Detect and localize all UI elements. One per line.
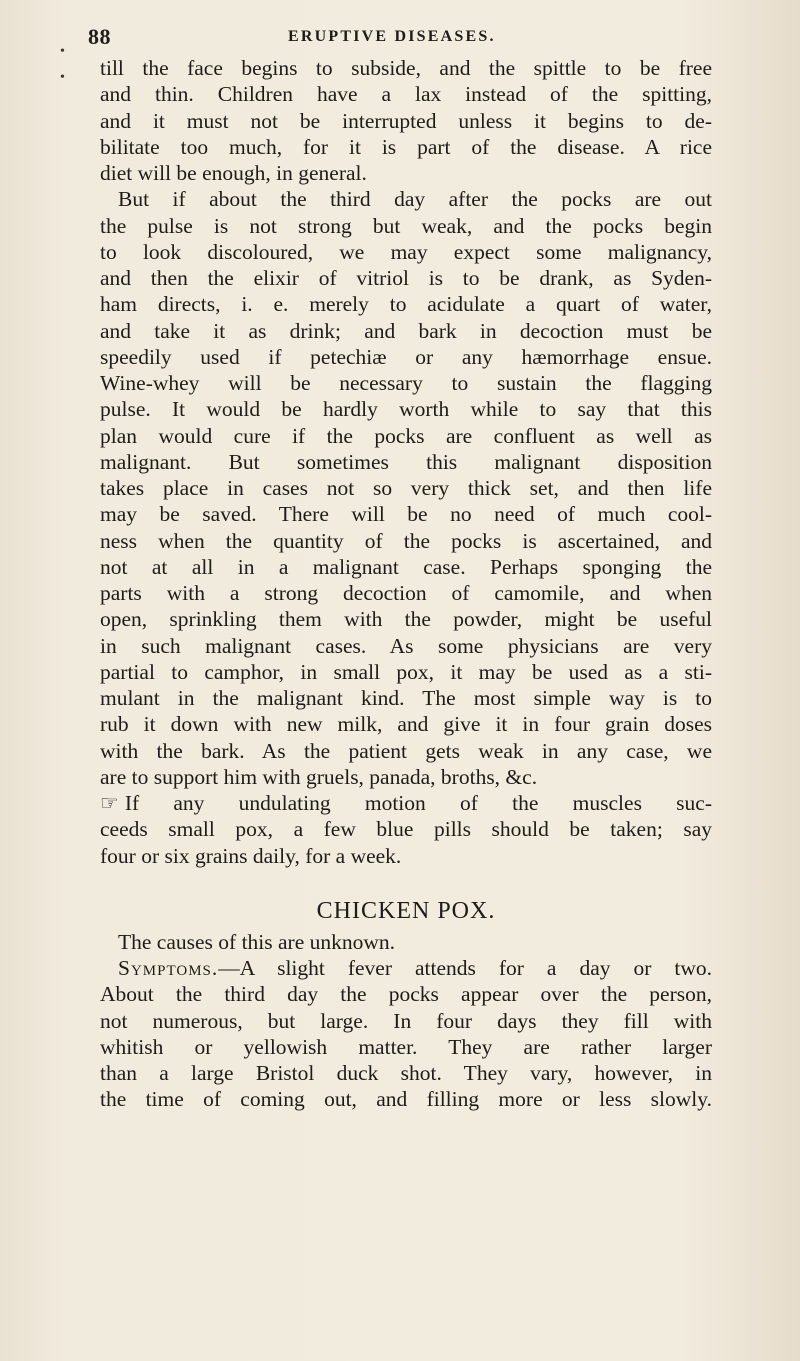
text-line: speedily used if petechiæ or any hæmorrhage ensue. [100,344,712,369]
text-line: plan would cure if the pocks are confluent as well as [100,423,712,448]
text-line: open, sprinkling them with the powder, might be useful [100,607,712,632]
pointing-hand-icon: ☞ [100,791,119,815]
page-header [88,24,708,54]
text-line: are to support him with gruels, panada, broths, &c. [100,764,538,789]
text-line: to look discoloured, we may expect some malignancy, [100,239,712,264]
text-line-content: If any undulating motion of the muscles suc- [124,791,712,815]
text-line: parts with a strong decoction of camomile, and when [100,581,712,605]
text-line: the time of coming out, and filling more or less slowly. [100,1087,712,1112]
text-line [100,955,712,981]
text-line: may be saved. There will be no need of much cool- [100,502,712,527]
text-line: and take it as drink; and bark in decoction must be [100,318,712,343]
text-line: four or six grains daily, for a week. [100,843,402,868]
paragraph-1 [100,55,712,186]
text-line: About the third day the pocks appear over the person, [100,982,712,1007]
text-line: till the face begins to subside, and the spittle to be free [100,56,712,80]
paragraph-3 [100,790,712,869]
text-line: rub it down with new milk, and give it in four grain doses [100,712,712,737]
section-gap [100,869,712,895]
text-line [100,790,712,816]
margin-speck: • [60,44,65,59]
text-line: bilitate too much, for it is part of the disease. A rice [100,134,712,159]
text-line: and it must not be interrupted unless it begins to de- [100,108,712,133]
text-line: But if about the third day after the pocks are out [118,187,712,212]
text-line: ness when the quantity of the pocks is ascertained, and [100,528,712,553]
text-line: not at all in a malignant case. Perhaps sponging the [100,554,712,579]
text-line: with the bark. As the patient gets weak in any case, we [100,738,712,763]
text-line: ceeds small pox, a few blue pills should be taken; say [100,817,712,842]
body-text [100,55,712,1113]
text-line: takes place in cases not so very thick set, and then life [100,476,712,500]
page-number: 88 [88,24,111,49]
section-heading: CHICKEN POX. [316,897,496,924]
text-line: and thin. Children have a lax instead of the spitting, [100,82,712,107]
text-line: partial to camphor, in small pox, it may be used as a sti- [100,659,712,684]
text-line: whitish or yellowish matter. They are rather larger [100,1034,712,1059]
text-line: The causes of this are unknown. [118,929,396,954]
text-line: Wine-whey will be necessary to sustain the flagging [100,371,712,395]
text-line-content: —A slight fever attends for a day or two. [218,956,712,980]
text-line: ham directs, i. e. merely to acidulate a quart of water, [100,292,712,317]
text-line: not numerous, but large. In four days they fill with [100,1008,712,1033]
text-line: mulant in the malignant kind. The most simple way is to [100,686,712,710]
paragraph-2 [100,186,712,790]
text-line: pulse. It would be hardly worth while to say that this [100,397,712,422]
text-line: the pulse is not strong but weak, and the pocks begin [100,213,712,238]
text-line: than a large Bristol duck shot. They vary, however, in [100,1061,712,1085]
text-line: and then the elixir of vitriol is to be drank, as Syden- [100,266,712,290]
text-line: malignant. But sometimes this malignant disposition [100,449,712,474]
text-line: diet will be enough, in general. [100,161,367,185]
running-head: ERUPTIVE DISEASES. [288,28,496,45]
text-line: in such malignant cases. As some physicians are very [100,633,712,658]
margin-speck: • [60,70,65,85]
chicken-pox-section [100,895,712,1113]
symptoms-label: Symptoms. [118,956,219,980]
